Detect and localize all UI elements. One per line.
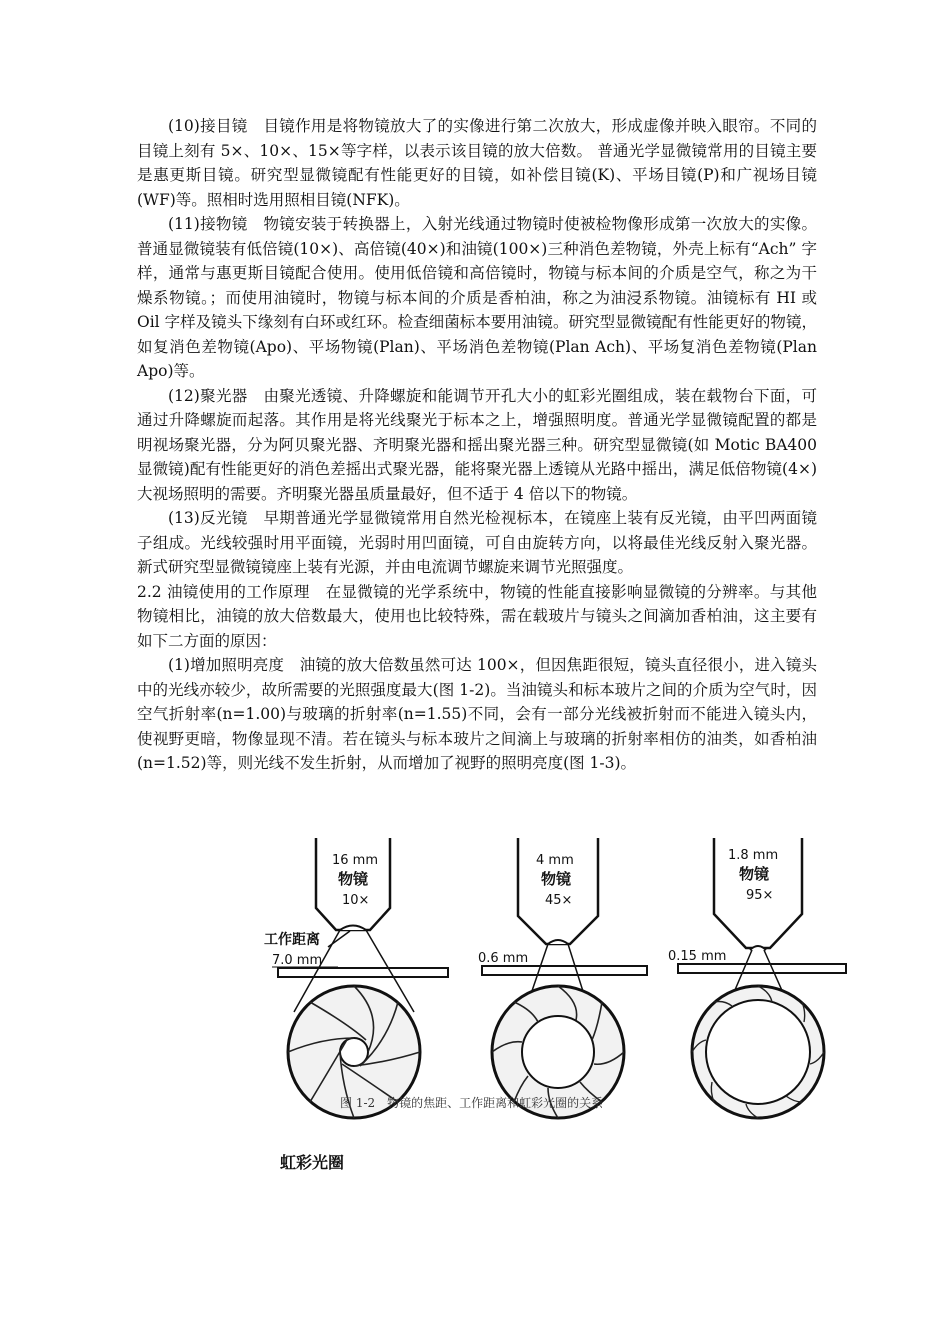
working-distance-label: 工作距离 [264,932,320,948]
objective-lens-2 [518,838,598,944]
lens-2-distance: 0.6 mm [478,951,529,966]
lens-1-focal: 16 mm [332,853,379,868]
paragraph-objective: (11)接物镜 物镜安装于转换器上，入射光线通过物镜时使被检物像形成第一次放大的实像。普通显微镜装有低倍镜(10×)、高倍镜(40×)和油镜(100×)三种消色差物镜，外壳上标有“Ach” 字样，通常与惠更斯目镜配合使用。使用低倍镜和高倍镜时，物镜与标本间的介质是空气，称之为干燥系物镜。；而使用油镜时，物镜与标本间的介质是香柏油，称之为油浸系物镜。油镜标有 HI 或 Oil 字样及镜头下缘刻有白环或红环。检查细菌标本要用油镜。研究型显微镜配有性能更好的物镜，如复消色差物镜(Apo)、平场物镜(Plan)、平场消色差物镜(Plan Ach)、平场复消色差物镜(Plan Apo)等。 [137,215,817,380]
paragraph-eyepiece: (10)接目镜 目镜作用是将物镜放大了的实像进行第二次放大，形成虚像并映入眼帘。不同的目镜上刻有 5×、10×、15×等字样，以表示该目镜的放大倍数。 普通光学显微镜常用的目镜主要是惠更斯目镜。研究型显微镜配有性能更好的目镜，如补偿目镜(K)、平场目镜(P)和广视场目镜(WF)等。照相时选用照相目镜(NFK)。 [137,117,817,209]
lens-diagram-svg [258,826,858,1186]
figure-caption: 图 1-2 物镜的焦距、工作距离和虹彩光圈的关系 [340,1096,604,1110]
iris-diaphragm-3 [692,986,824,1118]
paragraph-illumination: (1)增加照明亮度 油镜的放大倍数虽然可达 100×，但因焦距很短，镜头直径很小，进入镜头中的光线亦较少，故所需要的光照强度最大(图 1-2)。当油镜头和标本玻片之间的介质为空气时，因空气折射率(n=1.00)与玻璃的折射率(n=1.55)不同，会有一部分光线被折射而不能进入镜头内，使视野更暗，物像显现不清。若在镜头与标本玻片之间滴上与玻璃的折射率相仿的油类，如香柏油(n=1.52)等，则光线不发生折射，从而增加了视野的照明亮度(图 1-3)。 [137,656,817,772]
lens-3-mag: 95× [746,888,774,903]
paragraph-condenser: (12)聚光器 由聚光透镜、升降螺旋和能调节开孔大小的虹彩光圈组成，装在载物台下面，可通过升降螺旋而起落。其作用是将光线聚光于标本之上，增强照明度。普通光学显微镜配置的都是明视场聚光器，分为阿贝聚光器、齐明聚光器和摇出聚光器三种。研究型显微镜(如 Motic BA400 显微镜)配有性能更好的消色差摇出式聚光器，能将聚光器上透镜从光路中摇出，满足低倍物镜(4×)大视场照明的需要。齐明聚光器虽质量最好，但不适于 4 倍以下的物镜。 [137,386,817,503]
lens-1-distance: 7.0 mm [272,953,323,968]
lens-2-mag: 45× [545,893,573,908]
document-body [137,114,817,776]
slide-2 [482,966,647,975]
objective-lens-3 [714,838,802,950]
lens-3-focal: 1.8 mm [728,848,779,863]
slide-3 [678,964,846,973]
lens-2-focal: 4 mm [536,853,574,868]
lens-3-distance: 0.15 mm [668,949,727,964]
lens-1-name: 物镜 [338,870,369,888]
section-heading-oil-lens: 2.2 油镜使用的工作原理 在显微镜的光学系统中，物镜的性能直接影响显微镜的分辨率。与其他物镜相比，油镜的放大倍数最大，使用也比较特殊，需在载玻片与镜头之间滴加香柏油，这主要有如下二方面的原因： [137,582,817,650]
objective-lens-1 [316,838,390,930]
figure-lens-diagram [258,826,858,1186]
slide-1 [278,968,448,977]
lens-2-name: 物镜 [541,870,572,888]
lens-3-name: 物镜 [739,865,770,883]
lens-1-mag: 10× [342,893,370,908]
paragraph-mirror: (13)反光镜 早期普通光学显微镜常用自然光检视标本，在镜座上装有反光镜，由平凹两面镜子组成。光线较强时用平面镜，光弱时用凹面镜，可自由旋转方向，以将最佳光线反射入聚光器。新式研究型显微镜镜座上装有光源，并由电流调节螺旋来调节光照强度。 [137,509,817,576]
iris-label: 虹彩光圈 [280,1153,345,1172]
